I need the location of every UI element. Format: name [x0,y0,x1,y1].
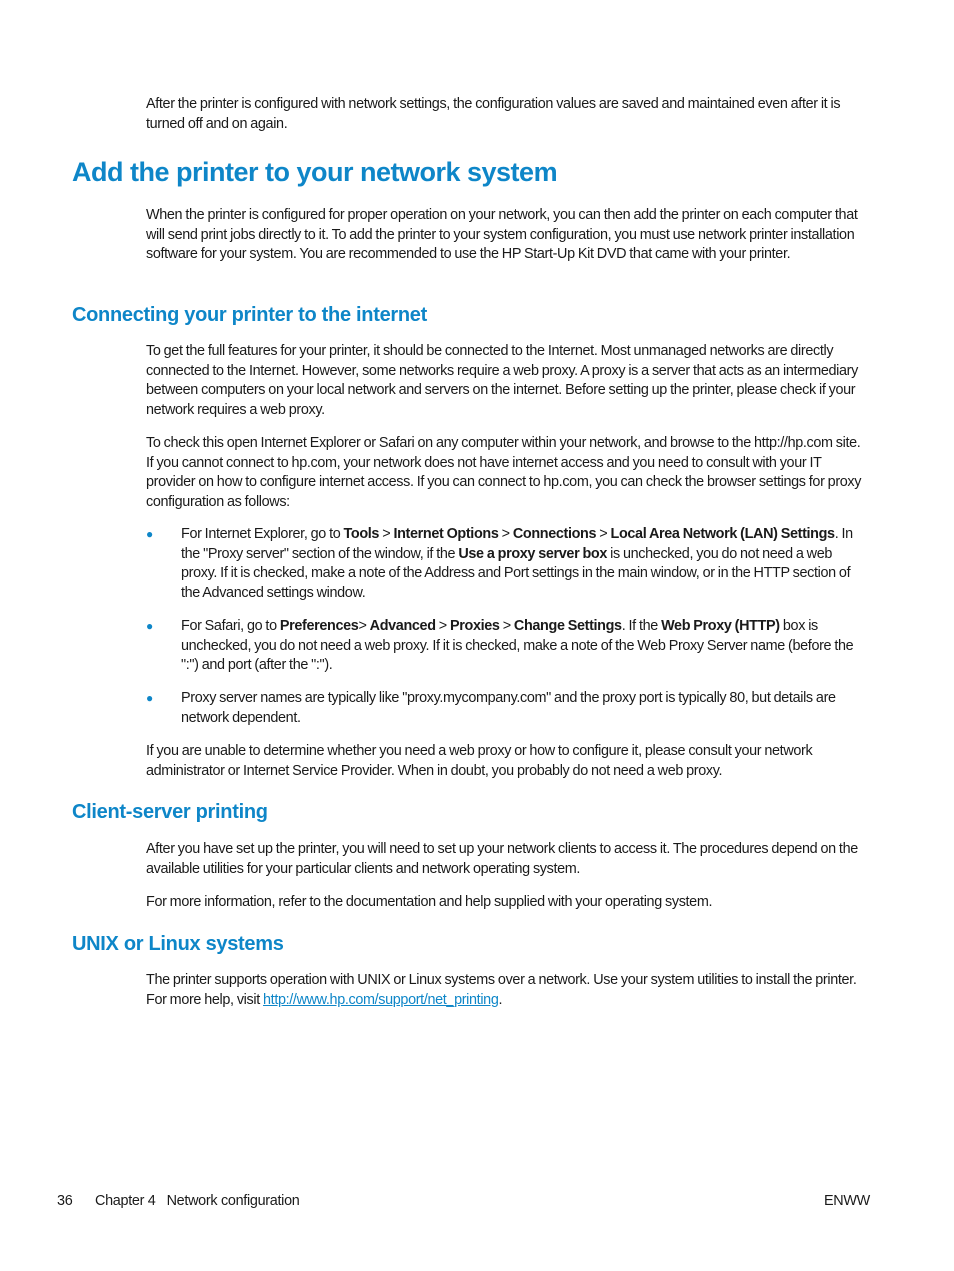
menu-path-internet-options: Internet Options [393,526,499,542]
client-server-paragraph-1: After you have set up the printer, you will need to set up your network clients to access it. The procedures depend on the available utilities for your particular clients and network operating system. [146,841,858,877]
client-server-paragraph-2: For more information, refer to the documentation and help supplied with your operating system. [146,894,713,910]
bullet-icon: ● [146,619,154,633]
menu-path-connections: Connections [512,526,597,542]
client-server-heading: Client-server printing [72,801,268,823]
unix-linux-heading: UNIX or Linux systems [72,933,284,955]
option-web-proxy-http: Web Proxy (HTTP) [661,618,780,634]
net-printing-link[interactable]: http://www.hp.com/support/net_printing [263,991,499,1008]
menu-path-preferences: Preferences [279,618,359,634]
intro-paragraph: After the printer is configured with network settings, the configuration values are saved and maintained even after it is turned off and on again. [146,96,841,132]
option-use-proxy-server: Use a proxy server box [458,545,608,562]
menu-path-proxies: Proxies [450,618,500,634]
internet-paragraph-1: To get the full features for your printer, it should be connected to the Internet. Most unmanaged networks are directly connected to the Internet. However, some networks require a web proxy. A proxy is a server that acts as an intermediary between computers on your local network and servers on the internet. Before setting up the printer, please check if your network requires a web proxy. [146,343,858,418]
unix-linux-paragraph: The printer supports operation with UNIX or Linux systems over a network. Use your system utilities to install the printer. For more help, visit http://www.hp.com/support/net_printing. [146,972,857,1008]
internet-paragraph-2: To check this open Internet Explorer or Safari on any computer within your network, and browse to the http://hp.com site. If you cannot connect to hp.com, your network does not have internet access and you need to consult with your IT provider on how to configure internet access. If you can connect to hp.com, you can check the browser settings for proxy configuration as follows: [146,435,862,510]
internet-paragraph-3: If you are unable to determine whether you need a web proxy or how to configure it, please consult your network administrator or Internet Service Provider. When in doubt, you probably do not need a web proxy. [146,743,813,779]
bullet-text: For Safari, go to Preferences> Advanced > Proxies > Change Settings. If the Web Proxy (HTTP) box is unchecked, you do not need a web proxy. If it is checked, make a note of the Web Proxy Server name (before the ":") and port (after the ":"). [181,618,854,673]
bullet-text: Proxy server names are typically like "proxy.mycompany.com" and the proxy port is typically 80, but details are network dependent. [181,690,836,726]
chapter-title: Chapter 4 Network configuration [95,1193,300,1209]
internet-section-heading: Connecting your printer to the internet [72,304,427,326]
menu-path-advanced: Advanced [369,618,436,634]
bullet-icon: ● [146,691,154,705]
bullet-icon: ● [146,527,154,541]
page-title: Add the printer to your network system [72,157,558,187]
document-code: ENWW [824,1193,870,1209]
page-number: 36 [57,1193,73,1209]
menu-path-tools: Tools [343,526,380,542]
bullet-text: For Internet Explorer, go to Tools > Internet Options > Connections > Local Area Network (LAN) Settings. In the "Proxy server" section of the window, if the Use a proxy server box is unchecked, you do not need a web proxy. If it is checked, make a note of the Address and Port settings in the main window, or in the HTTP section of the Advanced settings window. [181,526,853,601]
menu-path-lan-settings: Local Area Network (LAN) Settings [610,526,835,542]
add-printer-paragraph: When the printer is configured for proper operation on your network, you can then add the printer on each computer that will send print jobs directly to it. To add the printer to your system configuration, you must use network printer installation software for your system. You are recommended to use the HP Start-Up Kit DVD that came with your printer. [146,207,858,262]
menu-path-change-settings: Change Settings [513,618,622,634]
